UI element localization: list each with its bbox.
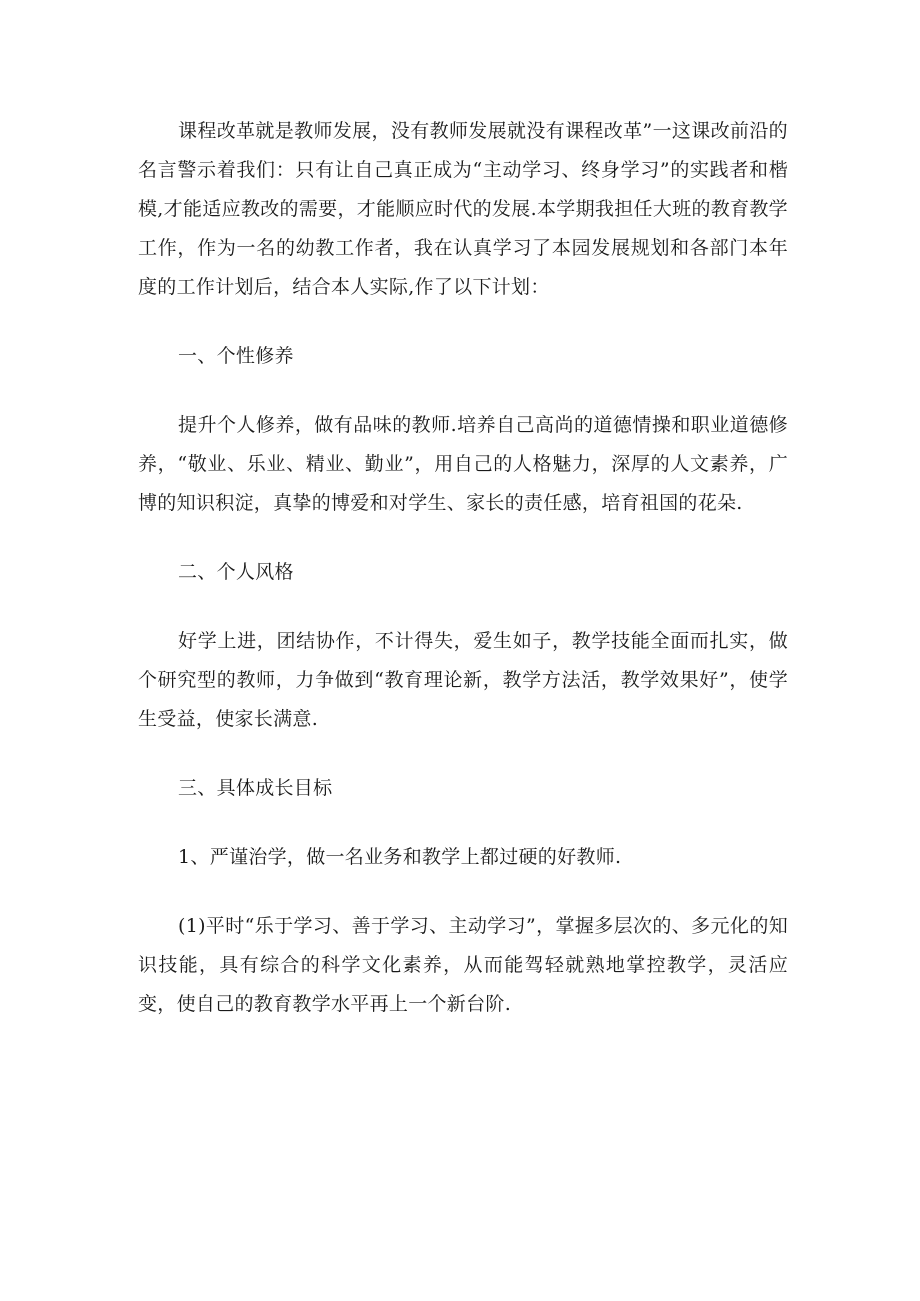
list-item-goal-1: 1、严谨治学，做一名业务和教学上都过硬的好教师.: [178, 846, 622, 868]
section-body-personal-style: 好学上进，团结协作，不计得失，爱生如子，教学技能全面而扎实，做个研究型的教师，力争做到“教育理论新，教学方法活，教学效果好”，使学生受益，使家长满意.: [138, 630, 788, 730]
intro-paragraph: 课程改革就是教师发展，没有教师发展就没有课程改革”一这课改前沿的名言警示着我们：只有让自己真正成为“主动学习、终身学习”的实践者和楷模,才能适应教改的需要，才能顺应时代的发展.本学期我担任大班的教育教学工作，作为一名的幼教工作者，我在认真学习了本园发展规划和各部门本年度的工作计划后，结合本人实际,作了以下计划：: [138, 120, 788, 298]
section-heading-growth-goals: 三、具体成长目标: [178, 777, 333, 799]
document-body: [138, 112, 788, 1054]
section-heading-personal-style: 二、个人风格: [178, 561, 294, 583]
section-body-personal-cultivation: 提升个人修养，做有品味的教师.培养自己高尚的道德情操和职业道德修养，“敬业、乐业、精业、勤业”，用自己的人格魅力，深厚的人文素养，广博的知识积淀，真挚的博爱和对学生、家长的责任感，培育祖国的花朵.: [138, 414, 788, 514]
section-heading-personal-cultivation: 一、个性修养: [178, 345, 294, 367]
list-item-goal-1-sub-1: (1)平时“乐于学习、善于学习、主动学习”，掌握多层次的、多元化的知识技能，具有综合的科学文化素养，从而能驾轻就熟地掌控教学，灵活应变，使自己的教育教学水平再上一个新台阶.: [138, 915, 788, 1015]
